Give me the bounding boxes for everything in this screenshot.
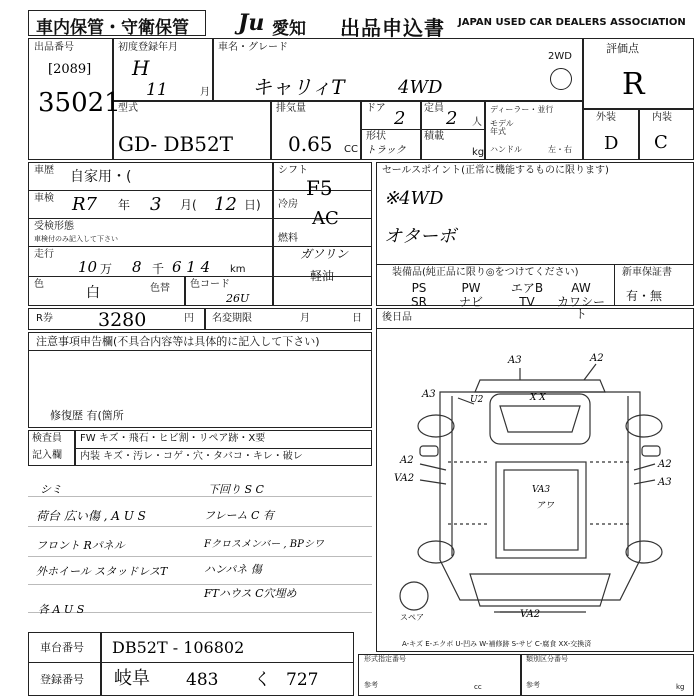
recycle-value: 3280 xyxy=(98,309,147,331)
model-year-label: モデル 年式 xyxy=(490,119,514,136)
doors-value: 2 xyxy=(394,108,406,129)
sales-point-label: セールスポイント(正常に機能するものに限ります) xyxy=(382,165,609,176)
equipment-item: PW xyxy=(461,281,481,295)
rating-score: R xyxy=(622,67,645,102)
warranty-opts: 有・無 xyxy=(626,289,663,303)
receipt-note: 車検付のみ記入して下さい xyxy=(34,235,118,243)
recycle-row xyxy=(28,308,372,330)
damage-legend: A-キズ E-エクボ U-凹み W-補修跡 S-サビ C-腐食 XX-交換済 xyxy=(402,640,592,648)
damage-xx: X X xyxy=(530,393,546,403)
handle-label: ハンドル xyxy=(490,145,522,154)
equipment-item: AW xyxy=(571,281,591,295)
cert-type-label: 形式指定番号 xyxy=(364,655,406,663)
damage-va2-bottom: VA2 xyxy=(520,609,541,620)
inspection-label: 車検 xyxy=(34,193,54,204)
month2-label: 月 xyxy=(300,313,310,324)
warranty-label: 新車保証書 xyxy=(622,267,672,278)
day2-label: 日 xyxy=(352,313,362,324)
history-label: 車歴 xyxy=(34,165,54,176)
sales-point-1: ※4WD xyxy=(384,188,444,209)
interior-grade: C xyxy=(654,132,668,153)
handle-opts: 左・右 xyxy=(548,145,572,154)
exterior-label: 外装 xyxy=(596,112,616,123)
aircon-value: AC xyxy=(312,208,339,229)
yen-label: 円 xyxy=(184,313,194,324)
note-3: フロント Rパネル xyxy=(36,539,125,552)
cc2-label: cc xyxy=(474,683,482,691)
equipment-item: PS xyxy=(411,281,427,295)
interior-row: 内装 キズ・汚レ・コゲ・穴・タバコ・キレ・破レ xyxy=(80,451,303,462)
note-10: 各 A U S xyxy=(38,603,85,616)
year-label: 年 xyxy=(118,198,131,212)
first-reg-month: 11 xyxy=(146,80,168,100)
model-grade-label: 車名・グレード xyxy=(218,42,288,53)
interior-label: 内装 xyxy=(652,112,672,123)
lot-no-value: 35021 xyxy=(38,88,121,118)
shift-label: シフト xyxy=(278,165,308,176)
inspector-label: 検査員 xyxy=(32,433,62,444)
type-label: 型式 xyxy=(118,103,138,114)
fuel-value: ガソリン xyxy=(300,247,349,261)
lot-no-label: 出品番号 xyxy=(34,42,74,53)
day-label: 日) xyxy=(244,198,261,212)
notes-title: 注意事項申告欄(不具合内容等は具体的に記入して下さい) xyxy=(36,335,320,348)
note-9: FTハウス C穴埋め xyxy=(204,587,297,600)
load-label: 積載 xyxy=(424,131,444,142)
entry-label: 記入欄 xyxy=(32,450,62,461)
fuel-label: 燃料 xyxy=(278,233,298,244)
chassis-label: 車台番号 xyxy=(40,641,84,654)
equipment-item: SR xyxy=(411,295,427,309)
lot-bracket: [2089] xyxy=(48,62,92,77)
color-value: 白 xyxy=(86,285,100,301)
color-code-label: 色コード xyxy=(190,279,230,290)
plate-kana: く xyxy=(254,670,271,690)
exterior-grade: D xyxy=(604,133,619,154)
car-name: キャリィT xyxy=(252,75,345,99)
repair-history-label: 修復歴 有(箇所 xyxy=(50,409,124,422)
note-7: Fクロスメンバー , BPシワ xyxy=(204,539,324,550)
displacement-label: 排気量 xyxy=(276,103,306,114)
fourwd-circle xyxy=(550,68,572,90)
plate-num: 727 xyxy=(286,670,319,690)
month-label: 月( xyxy=(180,198,197,212)
rating-label: 評価点 xyxy=(606,42,639,55)
fw-row: FW キズ・飛石・ヒビ割・リペア跡・X要 xyxy=(80,433,266,444)
damage-a2-right: A2 xyxy=(658,459,672,470)
equipment-item: エアB xyxy=(510,281,544,295)
note-8: ハンパネ 傷 xyxy=(204,563,262,576)
sen-label: 千 xyxy=(152,262,165,276)
color-code-value: 26U xyxy=(226,292,250,305)
aircon-label: 冷房 xyxy=(278,199,298,210)
first-reg-era: H xyxy=(132,56,150,80)
mileage-man: 10 xyxy=(78,258,98,276)
note-2: 荷台 広い傷 , A U S xyxy=(36,509,146,523)
damage-a2-left: A2 xyxy=(400,455,414,466)
doc-title: 出品申込書 xyxy=(340,16,445,40)
damage-a2-top: A2 xyxy=(590,353,604,364)
mileage-rest: 6 1 4 xyxy=(172,258,211,276)
header-assoc: JAPAN USED CAR DEALERS ASSOCIATION xyxy=(458,17,686,28)
insp-day: 12 xyxy=(214,194,237,215)
plate-class: 483 xyxy=(186,670,219,690)
header-org: 愛知 xyxy=(272,19,306,39)
equipment-item: カワシート xyxy=(556,295,605,321)
equipment-title: 装備品(純正品に限り◎をつけてください) xyxy=(392,267,579,278)
header-kind: 車内保管・守衛保管 xyxy=(36,18,189,38)
note-4: 外ホイール スタッドレスT xyxy=(36,565,168,578)
color-label: 色 xyxy=(34,279,44,290)
shape-value: トラック xyxy=(366,145,406,156)
cert-ref-label: 参考 xyxy=(364,681,378,689)
km-label: km xyxy=(230,264,246,275)
insp-year: R7 xyxy=(72,194,98,215)
model-code: GD- DB52T xyxy=(118,132,234,156)
displacement-value: 0.65 xyxy=(288,132,333,156)
after-reg-label: 後日品 xyxy=(382,312,412,323)
private-use: 自家用・( xyxy=(70,169,132,185)
spare-label: スペア xyxy=(400,613,424,622)
note-6: フレーム C 有 xyxy=(204,509,274,522)
equipment-item: ナビ xyxy=(458,295,483,309)
shift-value: F5 xyxy=(306,176,333,200)
damage-a3-right: A3 xyxy=(658,477,672,488)
cc-label: CC xyxy=(344,144,358,155)
person-label: 人 xyxy=(472,117,482,128)
damage-va2-left: VA2 xyxy=(394,473,415,484)
equipment-item: TV xyxy=(519,295,535,309)
damage-va3: VA3 xyxy=(532,485,551,495)
diagram-block xyxy=(376,308,694,652)
chassis-value: DB52T - 106802 xyxy=(112,638,245,657)
dealer-label: ディーラー・並行 xyxy=(490,105,554,114)
name-change-label: 名変期限 xyxy=(212,313,252,324)
note-1: シミ xyxy=(40,483,62,496)
sales-point-2: オターボ xyxy=(384,226,456,247)
drive-type: 4WD xyxy=(398,77,443,98)
recycle-label: R券 xyxy=(36,313,53,324)
capacity-value: 2 xyxy=(446,108,458,129)
damage-a3-left: A3 xyxy=(422,389,436,400)
damage-bed: アワ xyxy=(536,501,555,511)
class-no-label: 類別区分番号 xyxy=(526,655,568,663)
receipt-form-label: 受検形態 xyxy=(34,221,74,232)
shape-label: 形状 xyxy=(366,131,386,142)
mileage-label: 走行 xyxy=(34,249,54,260)
reg-label: 登録番号 xyxy=(40,673,84,686)
note-5: 下回り S C xyxy=(208,483,264,496)
twowd-label: 2WD xyxy=(548,51,572,62)
plate-area: 岐阜 xyxy=(114,668,150,689)
diesel-label: 軽油 xyxy=(310,269,335,283)
kg-label: kg xyxy=(472,147,485,158)
insp-month: 3 xyxy=(150,194,162,215)
damage-u2: U2 xyxy=(470,395,484,405)
capacity-label: 定員 xyxy=(424,103,444,114)
logo: Ju xyxy=(238,10,265,36)
class-ref-label: 参考 xyxy=(526,681,540,689)
kg2-label: kg xyxy=(676,683,685,691)
doors-label: ドア xyxy=(366,103,386,114)
color-change-label: 色替 xyxy=(150,283,170,294)
first-reg-month-unit: 月 xyxy=(200,87,210,98)
mileage-sen: 8 xyxy=(132,258,142,276)
man-label: 万 xyxy=(100,262,113,276)
first-reg-label: 初度登録年月 xyxy=(118,42,178,53)
damage-a3-top: A3 xyxy=(508,355,522,366)
